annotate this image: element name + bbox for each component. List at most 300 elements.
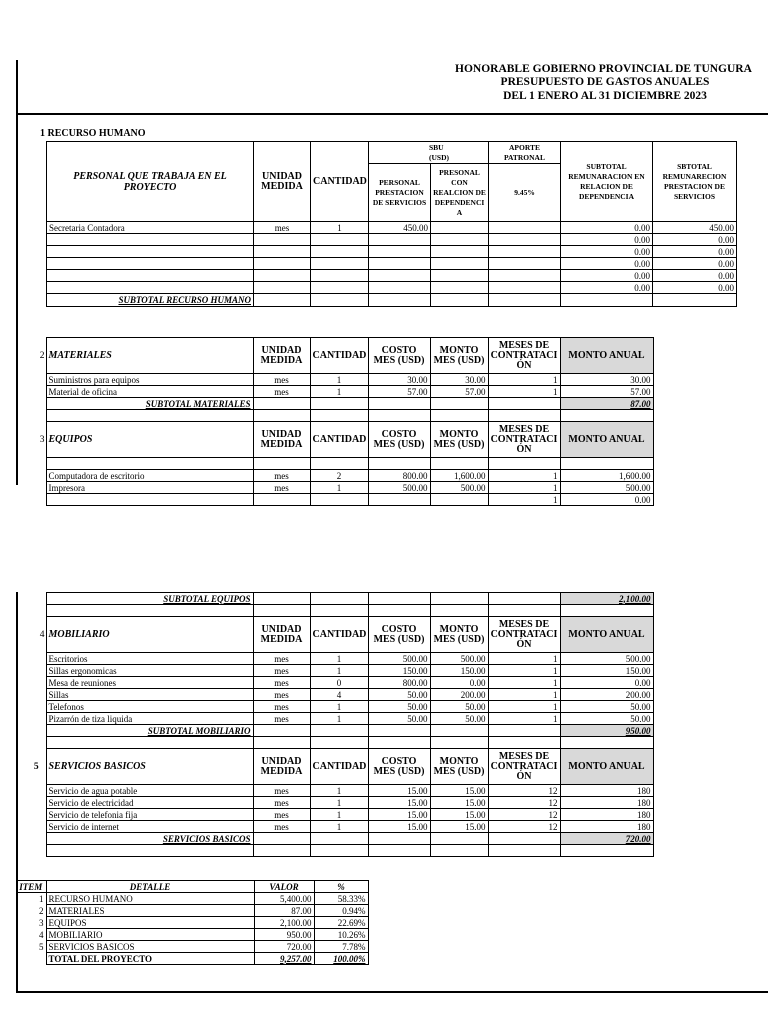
monto-cell: 15.00 [430, 821, 488, 833]
table-row [34, 494, 653, 506]
num-cell [26, 701, 46, 713]
empty-cell [253, 725, 310, 737]
section-title-equipos: EQUIPOS [46, 422, 253, 458]
monto-cell: 50.00 [430, 701, 488, 713]
num-cell [34, 494, 46, 506]
personal-name [47, 282, 254, 294]
meses-cell: 1 [488, 482, 560, 494]
empty-cell [430, 833, 488, 845]
anual-cell: 180 [560, 797, 653, 809]
qty-cell: 1 [310, 821, 368, 833]
summary-total-pct: 100.00% [314, 953, 368, 965]
cost-cell: 800.00 [368, 470, 430, 482]
empty-cell [310, 737, 368, 749]
qty-cell [311, 270, 369, 282]
col-header-meses: MESES DE CONTRATACI ÓN [488, 617, 560, 653]
col-header-unidad: UNIDAD MEDIDA [253, 617, 310, 653]
qty-cell: 1 [310, 797, 368, 809]
unit-cell [254, 258, 311, 270]
aporte-cell [489, 282, 561, 294]
header-line-3: DEL 1 ENERO AL 31 DICIEMBRE 2023 [503, 90, 707, 102]
item-name: Material de oficina [46, 386, 253, 398]
personal-name [47, 258, 254, 270]
subtotal-value-mobiliario: 950.00 [560, 725, 653, 737]
meses-cell: 1 [488, 494, 560, 506]
num-cell [26, 677, 46, 689]
empty-cell [488, 833, 560, 845]
empty-cell [310, 410, 368, 422]
empty-cell [430, 410, 488, 422]
summary-item: 5 [39, 941, 44, 952]
dependencia-cell [431, 282, 489, 294]
empty-cell [488, 605, 560, 617]
summary-valor: 5,400.00 [254, 893, 314, 905]
header-line-1: HONORABLE GOBIERNO PROVINCIAL DE TUNGURA [455, 63, 752, 75]
num-cell [34, 410, 46, 422]
col-header-pct: 9.45% [489, 164, 561, 222]
item-name: Computadora de escritorio [46, 470, 253, 482]
section-number: 4 [39, 629, 45, 640]
empty-cell [368, 833, 430, 845]
meses-cell: 1 [488, 653, 560, 665]
prestacion-cell [369, 258, 431, 270]
unit-cell: mes [253, 713, 310, 725]
subtotal-dependencia-cell: 0.00 [561, 222, 653, 234]
prestacion-cell [369, 234, 431, 246]
subtotal-dependencia-cell: 0.00 [561, 234, 653, 246]
subtotal-prestacion-cell: 0.00 [653, 234, 737, 246]
personal-name [47, 246, 254, 258]
section-title-materiales: MATERIALES [46, 338, 253, 374]
table-row [34, 386, 653, 398]
anual-cell: 57.00 [560, 386, 653, 398]
qty-cell: 2 [310, 470, 368, 482]
empty-cell [368, 605, 430, 617]
prestacion-cell [369, 246, 431, 258]
col-header-meses: MESES DE CONTRATACI ÓN [488, 338, 560, 374]
meses-cell: 12 [488, 809, 560, 821]
item-name: Telefonos [46, 701, 253, 713]
num-cell [26, 737, 46, 749]
table-row [26, 785, 653, 797]
empty-cell [310, 605, 368, 617]
cost-cell: 500.00 [368, 482, 430, 494]
qty-cell: 1 [310, 809, 368, 821]
meses-cell: 1 [488, 386, 560, 398]
col-header-meses: MESES DE CONTRATACI ÓN [488, 749, 560, 785]
unit-cell: mes [253, 677, 310, 689]
empty-cell [488, 845, 560, 857]
qty-cell [311, 246, 369, 258]
personal-name: Secretaria Contadora [47, 222, 254, 234]
spacer-row [34, 458, 653, 470]
empty-cell [46, 458, 253, 470]
table-row [26, 797, 653, 809]
qty-cell: 1 [310, 482, 368, 494]
subtotal-prestacion-cell: 0.00 [653, 282, 737, 294]
monto-cell: 50.00 [430, 713, 488, 725]
qty-cell: 1 [310, 665, 368, 677]
cost-cell [368, 494, 430, 506]
unit-cell [254, 282, 311, 294]
cost-cell: 15.00 [368, 821, 430, 833]
unit-cell [254, 270, 311, 282]
cost-cell: 15.00 [368, 797, 430, 809]
col-header-anual: MONTO ANUAL [560, 617, 653, 653]
monto-cell: 1,600.00 [430, 470, 488, 482]
summary-valor: 2,100.00 [254, 917, 314, 929]
num-cell [26, 845, 46, 857]
summary-col-pct: % [314, 881, 368, 893]
empty-cell [488, 458, 560, 470]
summary-total-label: TOTAL DEL PROYECTO [46, 953, 254, 965]
qty-cell: 1 [310, 374, 368, 386]
cost-cell: 50.00 [368, 689, 430, 701]
empty-cell [310, 398, 368, 410]
summary-row [16, 929, 368, 941]
anual-cell: 0.00 [560, 494, 653, 506]
subtotal-value-servicios: 720.00 [560, 833, 653, 845]
empty-cell [430, 737, 488, 749]
num-cell [26, 593, 46, 605]
num-cell [26, 809, 46, 821]
empty-cell [46, 410, 253, 422]
subtotal-row [26, 833, 653, 845]
summary-valor: 87.00 [254, 905, 314, 917]
unit-cell [254, 234, 311, 246]
summary-pct: 10.26% [314, 929, 368, 941]
dependencia-cell [431, 246, 489, 258]
anual-cell: 180 [560, 785, 653, 797]
monto-cell: 150.00 [430, 665, 488, 677]
page-header-rule [16, 113, 768, 115]
section-number: 3 [39, 434, 45, 445]
qty-cell: 1 [310, 386, 368, 398]
cost-cell: 150.00 [368, 665, 430, 677]
col-header-costo: COSTO MES (USD) [368, 338, 430, 374]
col-header-personal: PERSONAL QUE TRABAJA EN EL PROYECTO [47, 142, 254, 222]
empty-cell [368, 725, 430, 737]
num-cell [34, 374, 46, 386]
num-cell [26, 797, 46, 809]
monto-cell: 200.00 [430, 689, 488, 701]
recurso-humano-table [46, 141, 737, 307]
unit-cell: mes [253, 482, 310, 494]
subtotal-row [26, 593, 653, 605]
qty-cell: 0 [310, 677, 368, 689]
aporte-cell [489, 246, 561, 258]
materiales-equipos-table [34, 337, 654, 506]
unit-cell [254, 246, 311, 258]
col-header-subtotal-prestacion: SBTOTAL REMUNARECION PRESTACION DE SERVICIOS [653, 142, 737, 222]
cost-cell: 50.00 [368, 713, 430, 725]
subtotal-label-mobiliario: SUBTOTAL MOBILIARIO [46, 725, 253, 737]
summary-valor: 720.00 [254, 941, 314, 953]
unit-cell: mes [253, 470, 310, 482]
qty-cell [311, 282, 369, 294]
summary-valor: 950.00 [254, 929, 314, 941]
col-header-prestacion: PERSONAL PRESTACION DE SERVICIOS [369, 164, 431, 222]
num-cell [26, 833, 46, 845]
item-name [46, 494, 253, 506]
empty-cell [488, 737, 560, 749]
qty-cell [310, 494, 368, 506]
summary-detalle: MOBILIARIO [46, 929, 254, 941]
qty-cell: 1 [310, 713, 368, 725]
anual-cell: 30.00 [560, 374, 653, 386]
subtotal-row [26, 725, 653, 737]
empty-cell [430, 593, 488, 605]
empty-cell [253, 737, 310, 749]
table-row [26, 677, 653, 689]
anual-cell: 1,600.00 [560, 470, 653, 482]
col-header-monto: MONTO MES (USD) [430, 749, 488, 785]
col-header-cantidad: CANTIDAD [310, 749, 368, 785]
meses-cell: 12 [488, 785, 560, 797]
summary-item: 4 [39, 929, 44, 940]
qty-cell: 1 [310, 785, 368, 797]
item-name: Servicio de electricidad [46, 797, 253, 809]
num-cell [34, 386, 46, 398]
section-title-mobiliario: MOBILIARIO [46, 617, 253, 653]
item-name: Servicio de agua potable [46, 785, 253, 797]
item-name: Suministros para equipos [46, 374, 253, 386]
unit-cell: mes [253, 689, 310, 701]
col-header-costo: COSTO MES (USD) [368, 422, 430, 458]
empty-cell [253, 605, 310, 617]
table-row [26, 653, 653, 665]
col-header-sbu: SBU (USD) [369, 142, 489, 164]
empty-cell [310, 458, 368, 470]
summary-col-item: ITEM [16, 881, 46, 893]
empty-cell [430, 398, 488, 410]
col-header-cantidad: CANTIDAD [310, 338, 368, 374]
dependencia-cell [431, 270, 489, 282]
num-cell [34, 398, 46, 410]
page-bottom-rule [16, 991, 768, 993]
item-name: Sillas ergonomicas [46, 665, 253, 677]
page-left-border-top [16, 60, 18, 485]
summary-pct: 22.69% [314, 917, 368, 929]
summary-col-detalle: DETALLE [46, 881, 254, 893]
empty-cell [253, 833, 310, 845]
table-row [26, 809, 653, 821]
subtotal-value-equipos: 2,100.00 [560, 593, 653, 605]
prestacion-cell: 450.00 [369, 222, 431, 234]
meses-cell: 1 [488, 470, 560, 482]
cost-cell: 15.00 [368, 785, 430, 797]
table-row [47, 258, 737, 270]
empty-cell [430, 845, 488, 857]
summary-table [16, 880, 369, 965]
header-line-2: PRESUPUESTO DE GASTOS ANUALES [500, 76, 710, 88]
empty-cell [46, 845, 253, 857]
empty-cell [560, 605, 653, 617]
subtotal-value-materiales: 87.00 [560, 398, 653, 410]
qty-cell: 1 [310, 701, 368, 713]
summary-row [16, 905, 368, 917]
unit-cell [253, 494, 310, 506]
summary-pct: 58.33% [314, 893, 368, 905]
empty-cell [368, 410, 430, 422]
item-name: Mesa de reuniones [46, 677, 253, 689]
meses-cell: 12 [488, 821, 560, 833]
summary-item: 3 [39, 917, 44, 928]
unit-cell: mes [253, 701, 310, 713]
num-cell [34, 458, 46, 470]
empty-cell [310, 593, 368, 605]
monto-cell: 30.00 [430, 374, 488, 386]
summary-pct: 7.78% [314, 941, 368, 953]
anual-cell: 500.00 [560, 653, 653, 665]
subtotal-prestacion-cell: 450.00 [653, 222, 737, 234]
summary-detalle: MATERIALES [46, 905, 254, 917]
subtotal-label-materiales: SUBTOTAL MATERIALES [46, 398, 253, 410]
cost-cell: 15.00 [368, 809, 430, 821]
subtotal-recurso-humano-label: SUBTOTAL RECURSO HUMANO [47, 294, 254, 307]
summary-col-valor: VALOR [254, 881, 314, 893]
col-header-meses: MESES DE CONTRATACI ÓN [488, 422, 560, 458]
summary-detalle: SERVICIOS BASICOS [46, 941, 254, 953]
summary-row [16, 917, 368, 929]
personal-name [47, 234, 254, 246]
section-header-row [26, 749, 653, 785]
anual-cell: 180 [560, 809, 653, 821]
section-title-recurso-humano: 1 RECURSO HUMANO [40, 128, 146, 139]
empty-cell [488, 725, 560, 737]
unit-cell: mes [253, 374, 310, 386]
col-header-aporte: APORTE PATRONAL [489, 142, 561, 164]
anual-cell: 50.00 [560, 713, 653, 725]
col-header-unidad: UNIDAD MEDIDA [253, 338, 310, 374]
meses-cell: 1 [488, 701, 560, 713]
table-row [47, 234, 737, 246]
summary-pct: 0.94% [314, 905, 368, 917]
table-row [47, 282, 737, 294]
empty-cell [368, 845, 430, 857]
cost-cell: 500.00 [368, 653, 430, 665]
empty-cell [430, 725, 488, 737]
table-row [34, 470, 653, 482]
anual-cell: 150.00 [560, 665, 653, 677]
aporte-cell [489, 222, 561, 234]
spacer-row [26, 605, 653, 617]
table-row [26, 701, 653, 713]
table-row [26, 713, 653, 725]
dependencia-cell [431, 222, 489, 234]
section-number: 5 [33, 761, 39, 772]
num-cell [26, 785, 46, 797]
monto-cell: 57.00 [430, 386, 488, 398]
subtotal-dependencia-cell: 0.00 [561, 246, 653, 258]
monto-cell: 500.00 [430, 653, 488, 665]
subtotal-dependencia-cell: 0.00 [561, 270, 653, 282]
table-row [26, 689, 653, 701]
prestacion-cell [369, 282, 431, 294]
unit-cell: mes [254, 222, 311, 234]
aporte-cell [489, 258, 561, 270]
summary-item: 1 [39, 893, 44, 904]
num-cell [26, 605, 46, 617]
aporte-cell [489, 234, 561, 246]
anual-cell: 50.00 [560, 701, 653, 713]
section-title-servicios: SERVICIOS BASICOS [46, 749, 253, 785]
col-header-anual: MONTO ANUAL [560, 422, 653, 458]
table-row [47, 246, 737, 258]
personal-name [47, 270, 254, 282]
meses-cell: 1 [488, 665, 560, 677]
col-header-anual: MONTO ANUAL [560, 338, 653, 374]
subtotal-prestacion-cell: 0.00 [653, 246, 737, 258]
qty-cell [311, 234, 369, 246]
empty-cell [488, 593, 560, 605]
empty-cell [46, 605, 253, 617]
table-row [47, 222, 737, 234]
item-name: Sillas [46, 689, 253, 701]
col-header-costo: COSTO MES (USD) [368, 749, 430, 785]
col-header-monto: MONTO MES (USD) [430, 422, 488, 458]
monto-cell: 0.00 [430, 677, 488, 689]
col-header-monto: MONTO MES (USD) [430, 617, 488, 653]
num-cell [26, 713, 46, 725]
subtotal-row [34, 398, 653, 410]
num-cell [26, 653, 46, 665]
table-row [34, 482, 653, 494]
monto-cell: 15.00 [430, 797, 488, 809]
subtotal-label-equipos: SUBTOTAL EQUIPOS [46, 593, 253, 605]
subtotal-dependencia-cell: 0.00 [561, 282, 653, 294]
anual-cell: 200.00 [560, 689, 653, 701]
spacer-row [26, 737, 653, 749]
subtotal-dependencia-cell: 0.00 [561, 258, 653, 270]
unit-cell: mes [253, 821, 310, 833]
empty-cell [310, 833, 368, 845]
cost-cell: 800.00 [368, 677, 430, 689]
num-cell [34, 470, 46, 482]
cost-cell: 30.00 [368, 374, 430, 386]
monto-cell: 15.00 [430, 785, 488, 797]
unit-cell: mes [253, 653, 310, 665]
num-cell [26, 821, 46, 833]
meses-cell: 1 [488, 689, 560, 701]
monto-cell: 15.00 [430, 809, 488, 821]
item-name: Servicio de internet [46, 821, 253, 833]
empty-cell [368, 398, 430, 410]
section-header-row [34, 338, 653, 374]
empty-cell [368, 458, 430, 470]
section-header-row [26, 617, 653, 653]
subtotal-prestacion-cell: 0.00 [653, 270, 737, 282]
empty-cell [560, 737, 653, 749]
item-name: Escritorios [46, 653, 253, 665]
monto-cell [430, 494, 488, 506]
section-number: 2 [39, 350, 45, 361]
col-header-cantidad: CANTIDAD [310, 422, 368, 458]
empty-cell [488, 410, 560, 422]
monto-cell: 500.00 [430, 482, 488, 494]
table-row [26, 821, 653, 833]
empty-cell [253, 458, 310, 470]
col-header-unidad: UNIDAD MEDIDA [253, 422, 310, 458]
summary-detalle: RECURSO HUMANO [46, 893, 254, 905]
col-header-subtotal-dependencia: SUBTOTAL REMUNARACION EN RELACION DE DEPENDENCIA [561, 142, 653, 222]
empty-cell [310, 725, 368, 737]
num-cell [34, 482, 46, 494]
anual-cell: 500.00 [560, 482, 653, 494]
empty-cell [253, 845, 310, 857]
meses-cell: 1 [488, 374, 560, 386]
summary-detalle: EQUIPOS [46, 917, 254, 929]
